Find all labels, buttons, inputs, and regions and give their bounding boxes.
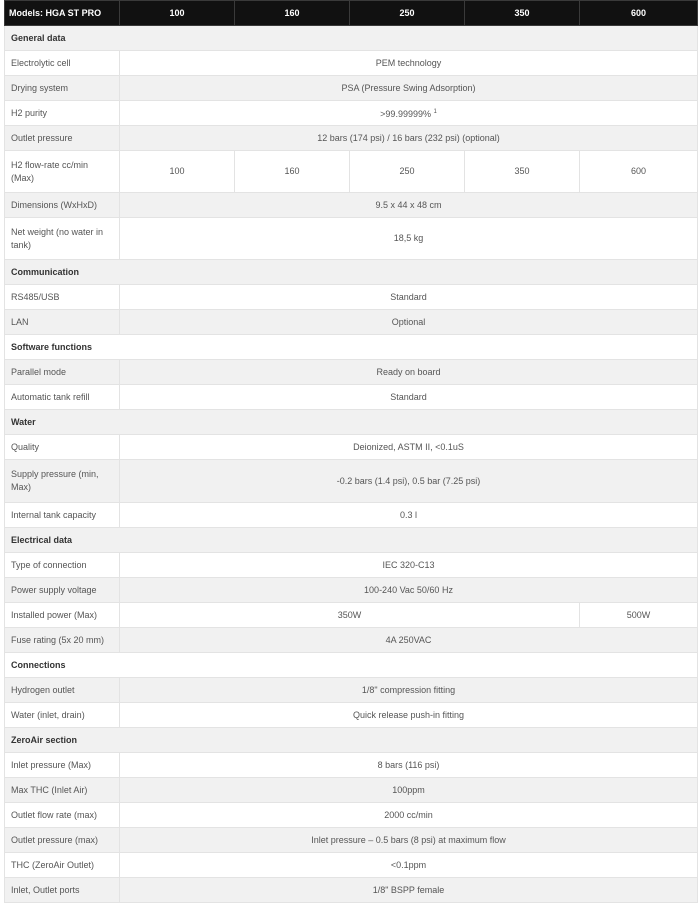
table-row	[5, 51, 698, 76]
row-value: <0.1ppm	[120, 853, 698, 878]
row-value: 1/8" BSPP female	[120, 878, 698, 903]
row-label: Water (inlet, drain)	[5, 703, 120, 728]
row-label: H2 flow-rate cc/min (Max)	[5, 151, 120, 193]
flow-value-250: 250	[350, 151, 465, 193]
table-header	[5, 1, 698, 26]
table-row	[5, 628, 698, 653]
row-label: Outlet pressure (max)	[5, 828, 120, 853]
row-value: Inlet pressure – 0.5 bars (8 psi) at maximum flow	[120, 828, 698, 853]
spec-table-container	[4, 0, 697, 903]
row-value: 100-240 Vac 50/60 Hz	[120, 578, 698, 603]
table-row	[5, 193, 698, 218]
row-label: Drying system	[5, 76, 120, 101]
row-label: Internal tank capacity	[5, 503, 120, 528]
header-model-600: 600	[580, 1, 698, 26]
purity-value: >99.99999%	[380, 108, 431, 119]
row-label: Fuse rating (5x 20 mm)	[5, 628, 120, 653]
table-row	[5, 778, 698, 803]
section-title: Communication	[5, 260, 698, 285]
row-label: Type of connection	[5, 553, 120, 578]
table-row	[5, 218, 698, 260]
table-row	[5, 360, 698, 385]
row-value: Standard	[120, 385, 698, 410]
table-row	[5, 126, 698, 151]
row-value: PEM technology	[120, 51, 698, 76]
section-row-software	[5, 335, 698, 360]
row-value: 12 bars (174 psi) / 16 bars (232 psi) (optional)	[120, 126, 698, 151]
row-value: 1/8" compression fitting	[120, 678, 698, 703]
section-title: Electrical data	[5, 528, 698, 553]
row-label: Automatic tank refill	[5, 385, 120, 410]
section-title: General data	[5, 26, 698, 51]
section-row-electrical	[5, 528, 698, 553]
row-label: THC (ZeroAir Outlet)	[5, 853, 120, 878]
row-value: Deionized, ASTM II, <0.1uS	[120, 435, 698, 460]
section-row-communication	[5, 260, 698, 285]
table-row	[5, 703, 698, 728]
flow-value-100: 100	[120, 151, 235, 193]
table-row	[5, 753, 698, 778]
row-label: Electrolytic cell	[5, 51, 120, 76]
header-model-160: 160	[235, 1, 350, 26]
table-row	[5, 578, 698, 603]
row-label: LAN	[5, 310, 120, 335]
row-label: Installed power (Max)	[5, 603, 120, 628]
section-title: Water	[5, 410, 698, 435]
section-row-general	[5, 26, 698, 51]
table-row	[5, 678, 698, 703]
row-value: Quick release push-in fitting	[120, 703, 698, 728]
power-value-standard: 350W	[120, 603, 580, 628]
table-row	[5, 603, 698, 628]
row-label: Net weight (no water in tank)	[5, 218, 120, 260]
row-label: Max THC (Inlet Air)	[5, 778, 120, 803]
row-value: PSA (Pressure Swing Adsorption)	[120, 76, 698, 101]
spec-table	[4, 0, 698, 903]
header-model-100: 100	[120, 1, 235, 26]
row-label: Power supply voltage	[5, 578, 120, 603]
section-row-connections	[5, 653, 698, 678]
row-value	[120, 101, 698, 126]
flow-value-350: 350	[465, 151, 580, 193]
flow-value-160: 160	[235, 151, 350, 193]
row-value: 9.5 x 44 x 48 cm	[120, 193, 698, 218]
table-row	[5, 385, 698, 410]
table-row	[5, 435, 698, 460]
row-label: Supply pressure (min, Max)	[5, 460, 120, 503]
table-row	[5, 803, 698, 828]
power-value-600: 500W	[580, 603, 698, 628]
section-row-water	[5, 410, 698, 435]
row-value: 18,5 kg	[120, 218, 698, 260]
row-label: Inlet pressure (Max)	[5, 753, 120, 778]
row-value: -0.2 bars (1.4 psi), 0.5 bar (7.25 psi)	[120, 460, 698, 503]
row-label: Inlet, Outlet ports	[5, 878, 120, 903]
table-row	[5, 285, 698, 310]
table-row	[5, 76, 698, 101]
section-title: ZeroAir section	[5, 728, 698, 753]
row-value: Standard	[120, 285, 698, 310]
row-label: Quality	[5, 435, 120, 460]
row-label: Parallel mode	[5, 360, 120, 385]
table-body	[5, 26, 698, 903]
table-row	[5, 151, 698, 193]
header-models-label: Models: HGA ST PRO	[5, 1, 120, 26]
flow-value-600: 600	[580, 151, 698, 193]
section-title: Software functions	[5, 335, 698, 360]
row-value: IEC 320-C13	[120, 553, 698, 578]
row-label: Outlet pressure	[5, 126, 120, 151]
table-row	[5, 460, 698, 503]
table-row	[5, 828, 698, 853]
row-value: 100ppm	[120, 778, 698, 803]
row-label: H2 purity	[5, 101, 120, 126]
row-label: Dimensions (WxHxD)	[5, 193, 120, 218]
table-row	[5, 553, 698, 578]
header-model-350: 350	[465, 1, 580, 26]
table-row	[5, 310, 698, 335]
table-row	[5, 101, 698, 126]
row-label: RS485/USB	[5, 285, 120, 310]
row-value: 0.3 l	[120, 503, 698, 528]
row-label: Outlet flow rate (max)	[5, 803, 120, 828]
section-title: Connections	[5, 653, 698, 678]
row-value: 4A 250VAC	[120, 628, 698, 653]
table-row	[5, 503, 698, 528]
row-value: Optional	[120, 310, 698, 335]
row-value: 8 bars (116 psi)	[120, 753, 698, 778]
table-row	[5, 853, 698, 878]
row-value: 2000 cc/min	[120, 803, 698, 828]
row-label: Hydrogen outlet	[5, 678, 120, 703]
header-row	[5, 1, 698, 26]
footnote-marker: 1	[433, 108, 437, 115]
row-value: Ready on board	[120, 360, 698, 385]
section-row-zeroair	[5, 728, 698, 753]
header-model-250: 250	[350, 1, 465, 26]
